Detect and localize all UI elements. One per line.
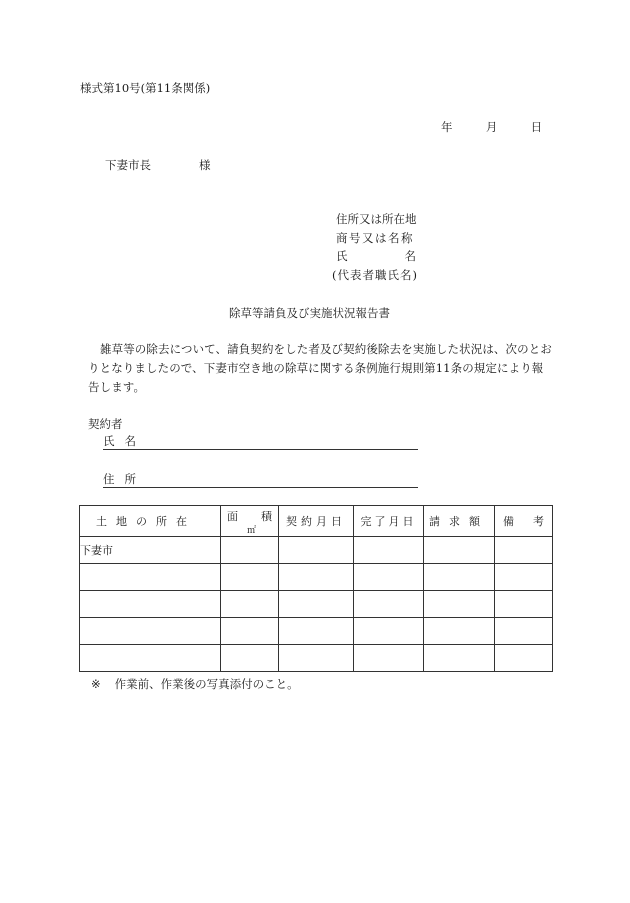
header-completion-date-text: 完了月日 bbox=[360, 515, 417, 528]
cell-billed-amount bbox=[424, 618, 495, 645]
table-row bbox=[80, 537, 553, 564]
applicant-address-label: 住所又は所在地 bbox=[336, 212, 417, 226]
cell-completion-date bbox=[354, 537, 424, 564]
cell-location bbox=[80, 645, 221, 672]
work-table bbox=[79, 505, 553, 672]
cell-area bbox=[221, 591, 279, 618]
contractor-address-field bbox=[103, 471, 418, 488]
header-remarks-char-1: 備 bbox=[503, 515, 514, 528]
header-location-text: 土地の所在 bbox=[96, 515, 196, 528]
header-billed-amount bbox=[424, 506, 495, 537]
cell-area bbox=[221, 645, 279, 672]
cell-remarks bbox=[495, 564, 553, 591]
cell-area bbox=[221, 537, 279, 564]
header-location bbox=[80, 506, 221, 537]
cell-contract-date bbox=[279, 537, 354, 564]
cell-contract-date bbox=[279, 564, 354, 591]
cell-completion-date bbox=[354, 591, 424, 618]
cell-contract-date bbox=[279, 591, 354, 618]
cell-billed-amount bbox=[424, 591, 495, 618]
contractor-name-field bbox=[103, 433, 418, 450]
applicant-block bbox=[332, 210, 418, 284]
cell-area bbox=[221, 618, 279, 645]
cell-billed-amount bbox=[424, 564, 495, 591]
header-completion-date bbox=[354, 506, 424, 537]
date-line bbox=[441, 119, 542, 135]
applicant-name-char-1: 氏 bbox=[336, 249, 348, 263]
header-remarks-char-2: 考 bbox=[533, 515, 544, 528]
date-year-label: 年 bbox=[441, 120, 453, 134]
cell-remarks bbox=[495, 591, 553, 618]
header-contract-date bbox=[279, 506, 354, 537]
date-month-label: 月 bbox=[485, 120, 498, 134]
body-paragraph: 雑草等の除去について、請負契約をした者及び契約後除去を実施した状況は、次のとおりとなりましたので、下妻市空き地の除草に関する条例施行規則第11条の規定により報告します。 bbox=[88, 342, 552, 394]
document-title: 除草等請負及び実施状況報告書 bbox=[229, 306, 390, 320]
header-contract-date-text: 契約月日 bbox=[286, 515, 346, 528]
contractor-address-label: 住所 bbox=[103, 472, 146, 486]
applicant-name-char-2: 名 bbox=[404, 249, 416, 263]
cell-contract-date bbox=[279, 645, 354, 672]
header-billed-amount-text: 請求額 bbox=[429, 515, 489, 528]
header-area bbox=[221, 506, 279, 537]
applicant-trade-name-label: 商号又は名称 bbox=[336, 230, 414, 245]
cell-completion-date bbox=[354, 564, 424, 591]
contractor-label: 契約者 bbox=[88, 417, 123, 431]
applicant-representative-label: (代表者職氏名) bbox=[332, 267, 418, 282]
table-row bbox=[80, 645, 553, 672]
form-number: 様式第10号(第11条関係) bbox=[80, 81, 211, 95]
note-mark: ※ bbox=[91, 677, 101, 691]
cell-location bbox=[80, 591, 221, 618]
cell-remarks bbox=[495, 537, 553, 564]
addressee-name: 下妻市長 bbox=[105, 158, 151, 172]
addressee-honorific: 様 bbox=[199, 158, 211, 172]
applicant-name-label bbox=[336, 247, 416, 266]
cell-billed-amount bbox=[424, 537, 495, 564]
date-day-label: 日 bbox=[530, 120, 543, 134]
cell-contract-date bbox=[279, 618, 354, 645]
header-area-char-1: 面 bbox=[227, 510, 238, 523]
cell-remarks bbox=[495, 618, 553, 645]
header-remarks bbox=[495, 506, 553, 537]
cell-completion-date bbox=[354, 645, 424, 672]
footnote bbox=[91, 676, 299, 692]
table-header-row bbox=[80, 506, 553, 537]
cell-remarks bbox=[495, 645, 553, 672]
cell-area bbox=[221, 564, 279, 591]
table-row bbox=[80, 618, 553, 645]
cell-location bbox=[80, 618, 221, 645]
table-row bbox=[80, 564, 553, 591]
cell-location bbox=[80, 564, 221, 591]
header-area-char-2: 積 bbox=[261, 510, 272, 523]
header-area-unit: ㎡ bbox=[247, 526, 257, 536]
addressee bbox=[105, 157, 211, 173]
contractor-name-label: 氏名 bbox=[103, 434, 146, 448]
cell-location: 下妻市 bbox=[80, 537, 221, 564]
note-text: 作業前、作業後の写真添付のこと。 bbox=[114, 677, 299, 691]
cell-completion-date bbox=[354, 618, 424, 645]
cell-billed-amount bbox=[424, 645, 495, 672]
table-row bbox=[80, 591, 553, 618]
